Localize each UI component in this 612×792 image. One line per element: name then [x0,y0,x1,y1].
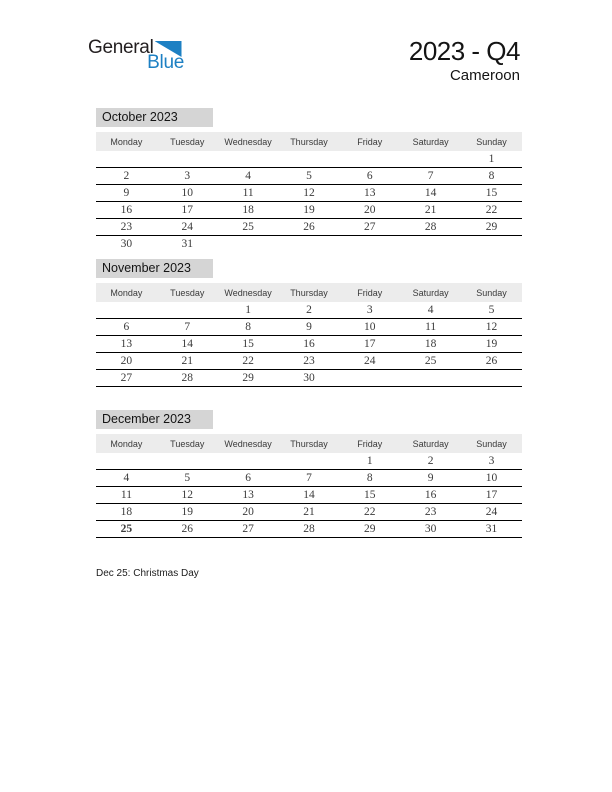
empty-day-cell [339,151,400,168]
week-row [96,319,522,336]
day-cell: 15 [339,487,400,504]
day-cell: 30 [120,238,133,250]
weekday-header: Thursday [279,283,340,302]
month-block [96,108,522,252]
weekday-header: Sunday [461,283,522,302]
empty-day-cell [339,236,400,253]
day-cell: 28 [400,219,461,236]
weekday-header: Thursday [279,434,340,453]
day-cell: 15 [218,336,279,353]
day-cell: 22 [218,353,279,370]
day-cell: 29 [339,521,400,538]
day-cell: 19 [157,504,218,521]
weekday-header-row [96,434,522,453]
general-blue-logo [88,38,185,72]
empty-day-cell [279,453,340,470]
day-cell: 3 [339,302,400,319]
day-cell: 20 [218,504,279,521]
weekday-header: Sunday [461,434,522,453]
weekday-header-row [96,132,522,151]
day-cell: 19 [461,336,522,353]
day-cell: 28 [157,370,218,387]
day-cell: 16 [400,487,461,504]
empty-day-cell [157,151,218,168]
week-row [96,336,522,353]
day-cell: 4 [400,302,461,319]
day-cell: 3 [461,453,522,470]
day-cell: 14 [157,336,218,353]
weekday-header: Tuesday [157,283,218,302]
empty-day-cell [96,453,157,470]
day-cell: 20 [339,202,400,219]
week-row [96,219,522,236]
day-cell: 30 [400,521,461,538]
empty-day-cell [461,236,522,253]
day-cell: 23 [400,504,461,521]
day-cell: 17 [339,336,400,353]
weekday-header: Monday [96,283,157,302]
day-cell: 7 [157,319,218,336]
day-cell: 12 [279,185,340,202]
month-block [96,259,522,387]
day-cell: 11 [218,185,279,202]
day-cell: 4 [218,168,279,185]
day-cell: 9 [400,470,461,487]
day-cell: 18 [400,336,461,353]
day-cell: 7 [279,470,340,487]
day-cell: 19 [279,202,340,219]
day-cell: 2 [400,453,461,470]
day-cell: 29 [218,370,279,387]
week-row [96,487,522,504]
day-cell: 27 [339,219,400,236]
day-cell: 12 [157,487,218,504]
empty-day-cell [400,370,461,387]
empty-day-cell [96,151,157,168]
weekday-header: Saturday [400,132,461,151]
month-title: December 2023 [96,410,213,429]
day-cell: 1 [218,302,279,319]
month-grid [96,283,522,387]
day-cell: 18 [96,504,157,521]
week-row [96,236,522,253]
week-row [96,370,522,387]
weekday-header: Wednesday [218,434,279,453]
empty-day-cell [400,151,461,168]
day-cell: 10 [339,319,400,336]
week-row [96,453,522,470]
day-cell: 16 [279,336,340,353]
month-grid [96,132,522,252]
day-cell: 14 [400,185,461,202]
day-cell: 25 [400,353,461,370]
day-cell: 3 [157,168,218,185]
week-row [96,353,522,370]
day-cell: 5 [279,168,340,185]
day-cell: 9 [96,185,157,202]
day-cell: 6 [218,470,279,487]
day-cell: 26 [279,219,340,236]
day-cell: 16 [96,202,157,219]
day-cell: 5 [461,302,522,319]
empty-day-cell [218,236,279,253]
holiday-note: Dec 25: Christmas Day [96,568,199,579]
page-header [409,38,520,84]
week-row [96,202,522,219]
day-cell: 25 [96,521,157,538]
week-row [96,521,522,538]
day-cell: 15 [461,185,522,202]
day-cell: 8 [339,470,400,487]
weekday-header: Tuesday [157,434,218,453]
day-cell: 4 [96,470,157,487]
day-cell: 27 [96,370,157,387]
week-row [96,504,522,521]
logo-word-blue: Blue [147,52,184,73]
weekday-header: Monday [96,132,157,151]
day-cell: 13 [218,487,279,504]
day-cell: 5 [157,470,218,487]
weekday-header: Saturday [400,434,461,453]
day-cell: 22 [461,202,522,219]
day-cell: 14 [279,487,340,504]
weekday-header: Monday [96,434,157,453]
day-cell: 1 [339,453,400,470]
day-cell: 2 [279,302,340,319]
weekday-header-row [96,283,522,302]
week-row [96,185,522,202]
empty-day-cell [461,370,522,387]
empty-day-cell [218,151,279,168]
weekday-header: Wednesday [218,132,279,151]
day-cell: 12 [461,319,522,336]
day-cell: 24 [157,219,218,236]
day-cell: 7 [400,168,461,185]
day-cell: 26 [157,521,218,538]
day-cell: 10 [157,185,218,202]
empty-day-cell [157,302,218,319]
weekday-header: Tuesday [157,132,218,151]
day-cell: 8 [218,319,279,336]
weekday-header: Friday [339,283,400,302]
empty-day-cell [279,236,340,253]
day-cell: 13 [339,185,400,202]
day-cell: 9 [279,319,340,336]
empty-day-cell [339,370,400,387]
day-cell: 29 [461,219,522,236]
empty-day-cell [96,302,157,319]
day-cell: 18 [218,202,279,219]
weekday-header: Friday [339,132,400,151]
weekday-header: Wednesday [218,283,279,302]
week-row [96,151,522,168]
day-cell: 25 [218,219,279,236]
month-block [96,410,522,538]
country-subtitle: Cameroon [449,67,520,84]
day-cell: 20 [96,353,157,370]
day-cell: 26 [461,353,522,370]
day-cell: 11 [96,487,157,504]
day-cell: 31 [461,521,522,538]
day-cell: 13 [96,336,157,353]
week-row [96,302,522,319]
weekday-header: Saturday [400,283,461,302]
day-cell: 17 [461,487,522,504]
day-cell: 28 [279,521,340,538]
day-cell: 24 [339,353,400,370]
day-cell: 2 [96,168,157,185]
logo-word-general: General [88,37,154,58]
weekday-header: Friday [339,434,400,453]
weekday-header: Sunday [461,132,522,151]
day-cell: 1 [461,151,522,168]
day-cell: 11 [400,319,461,336]
day-cell: 21 [400,202,461,219]
month-grid [96,434,522,538]
day-cell: 21 [157,353,218,370]
empty-day-cell [400,236,461,253]
day-cell: 6 [339,168,400,185]
month-title: October 2023 [96,108,213,127]
empty-day-cell [218,453,279,470]
day-cell: 24 [461,504,522,521]
month-title: November 2023 [96,259,213,278]
weekday-header: Thursday [279,132,340,151]
day-cell: 23 [279,353,340,370]
week-row [96,470,522,487]
day-cell: 10 [461,470,522,487]
day-cell: 8 [461,168,522,185]
week-row [96,168,522,185]
day-cell: 21 [279,504,340,521]
day-cell: 6 [96,319,157,336]
day-cell: 22 [339,504,400,521]
empty-day-cell [279,151,340,168]
empty-day-cell [157,453,218,470]
day-cell: 27 [218,521,279,538]
day-cell: 31 [181,238,194,250]
day-cell: 17 [157,202,218,219]
page-title: 2023 - Q4 [408,36,520,66]
day-cell: 23 [96,219,157,236]
day-cell: 30 [279,370,340,387]
